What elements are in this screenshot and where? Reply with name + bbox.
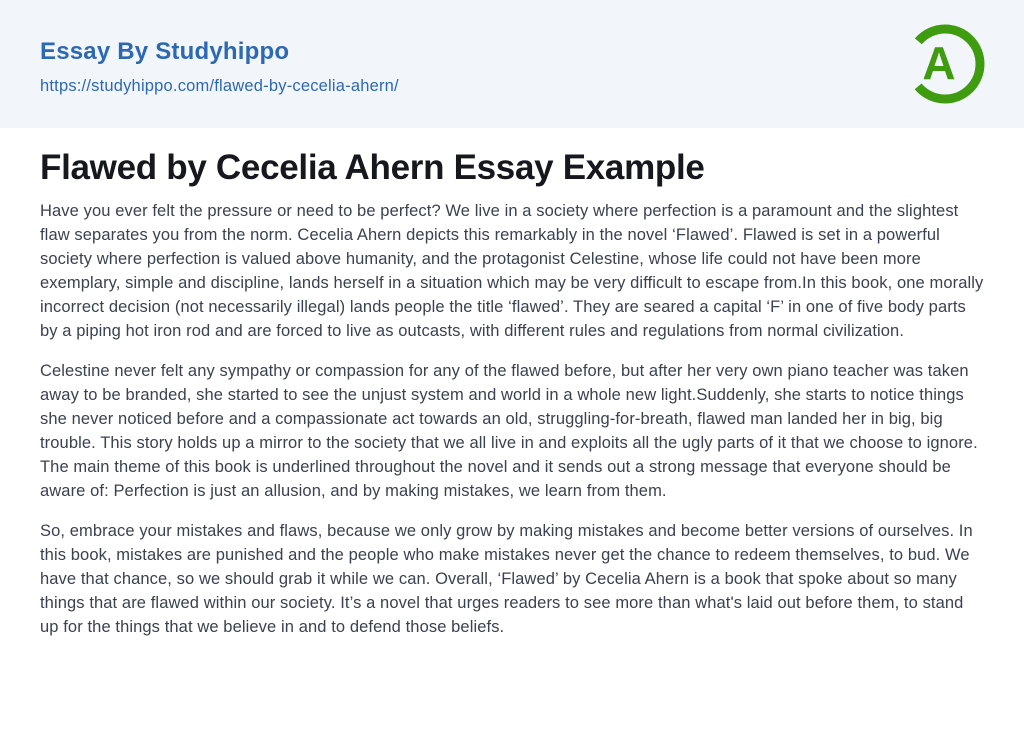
- studyhippo-logo[interactable]: [905, 24, 985, 104]
- header-text-block: [40, 33, 399, 96]
- site-name-link[interactable]: Essay By Studyhippo: [40, 37, 290, 65]
- essay-paragraph: So, embrace your mistakes and flaws, because we only grow by making mistakes and become better versions of ourselves. In this book, mistakes are punished and the people who make mistakes never get the chance to redeem themselves, to bud. We have that chance, so we should grab it while we can. Overall, ‘Flawed’ by Cecelia Ahern is a book that spoke about so many things that are flawed within our society. It’s a novel that urges readers to see more than what's laid out before them, to stand up for the things that we believe in and to defend those beliefs.: [40, 522, 973, 637]
- page-header: [0, 0, 1024, 128]
- essay-article: [0, 128, 1024, 639]
- page-url-link[interactable]: https://studyhippo.com/flawed-by-cecelia-ahern/: [40, 77, 399, 96]
- open-circle-a-icon: [905, 24, 985, 104]
- essay-paragraph: Celestine never felt any sympathy or compassion for any of the flawed before, but after her very own piano teacher was taken away to be branded, she started to see the unjust system and world in a whole new light.Suddenly, she starts to notice things she never noticed before and a compassionate act towards an old, struggling-for-breath, flawed man landed her in big, big trouble. This story holds up a mirror to the society that we all live in and exploits all the ugly parts of it that we choose to ignore. The main theme of this book is underlined throughout the novel and it sends out a strong message that everyone should be aware of: Perfection is just an allusion, and by making mistakes, we learn from them.: [40, 362, 978, 501]
- logo-letter: A: [922, 37, 956, 90]
- essay-paragraph: Have you ever felt the pressure or need to be perfect? We live in a society where perfection is a paramount and the slightest flaw separates you from the norm. Cecelia Ahern depicts this remarkably in the novel ‘Flawed’. Flawed is set in a powerful society where perfection is valued above humanity, and the protagonist Celestine, whose life could not have been more exemplary, simple and discipline, lands herself in a situation which may be very difficult to escape from.In this book, one morally incorrect decision (not necessarily illegal) lands people the title ‘flawed’. They are seared a capital ‘F’ in one of five body parts by a piping hot iron rod and are forced to live as outcasts, with different rules and regulations from normal civilization.: [40, 202, 984, 341]
- essay-title: Flawed by Cecelia Ahern Essay Example: [40, 148, 705, 187]
